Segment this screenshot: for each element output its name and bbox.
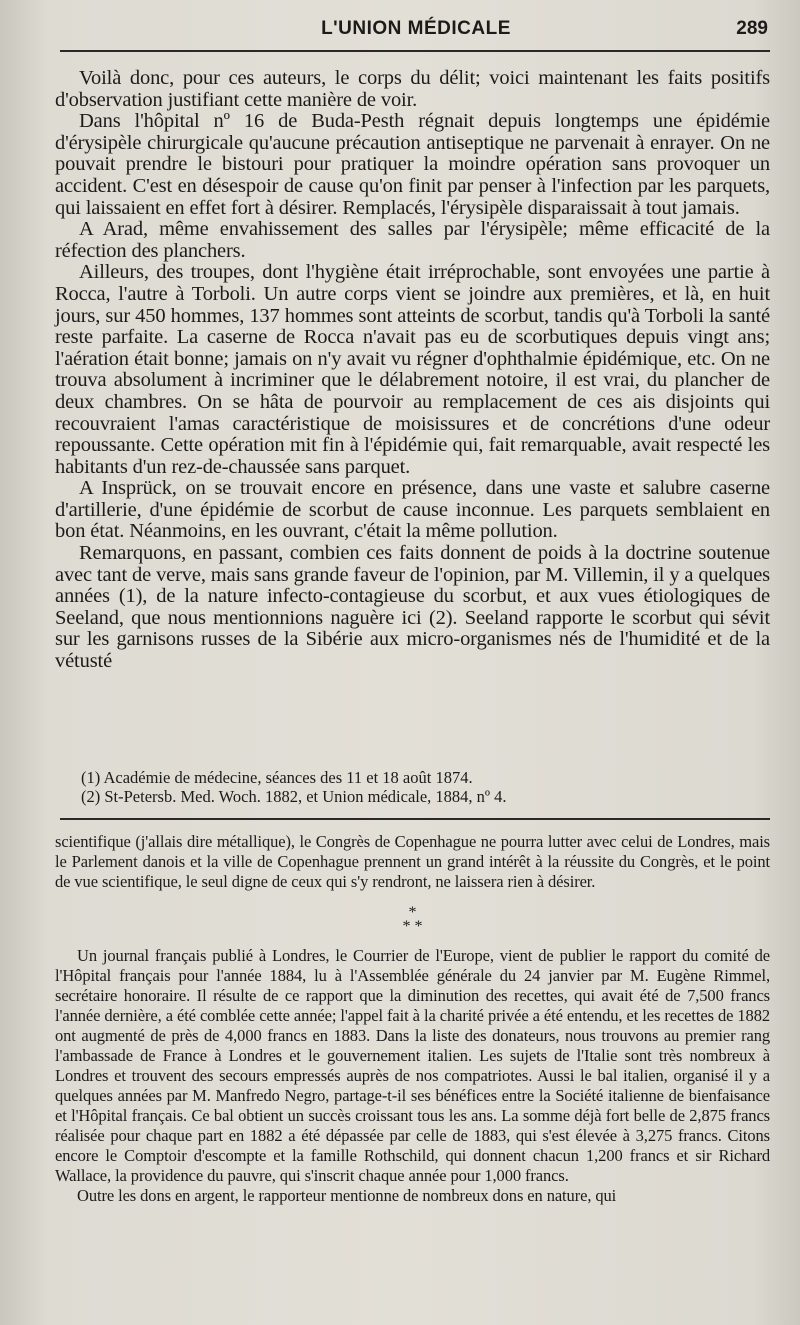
- paragraph-continuation: scientifique (j'allais dire métallique), le Congrès de Copenhague ne pourra lutter avec celui de Londres, mais le Parlement danois et la ville de Copenhague prennent un grand intérêt à la réussite du Congrès, et le point de vue scientifique, le seul digne de ceux qui s'y rendront, ne laissera rien à désirer.: [55, 832, 770, 891]
- footnote: (1) Académie de médecine, séances des 11 et 18 août 1874.: [81, 768, 473, 787]
- footnotes: [55, 768, 770, 806]
- running-header: [60, 14, 772, 46]
- paragraph: A Insprück, on se trouvait encore en présence, dans une vaste et salubre caserne d'artillerie, d'une épidémie de scorbut de cause inconnue. Les parquets semblaient en bon état. Néanmoins, en les ouvrant, c'était la même pollution.: [55, 477, 770, 543]
- page-number: 289: [736, 18, 768, 39]
- paragraph: Remarquons, en passant, combien ces faits donnent de poids à la doctrine soutenue avec tant de verve, mais sans grande faveur de l'opinion, par M. Villemin, il y a quelques années (1), de la nature infecto-contagieuse du scorbut, et aux vues étiologiques de Seeland, que nous mentionnions naguère ici (2). Seeland rapporte le scorbut qui sévit sur les garnisons russes de la Sibérie aux micro-organismes nés de l'humidité et de la vétusté: [55, 542, 770, 673]
- secondary-text: [55, 832, 770, 1206]
- main-text: [55, 68, 770, 673]
- section-rule: [60, 818, 770, 820]
- paragraph: Dans l'hôpital nº 16 de Buda-Pesth régnait depuis longtemps une épidémie d'érysipèle chirurgicale qu'aucune précaution antiseptique ne parvenait à enrayer. On ne pouvait prendre le bistouri pour pratiquer la moindre opération sans provoquer un accident. C'est en désespoir de cause qu'on finit par penser à l'infection par les parquets, qui laissaient en effet fort à désirer. Remplacés, l'érysipèle disparaissait à tout jamais.: [55, 110, 770, 219]
- paragraph: Voilà donc, pour ces auteurs, le corps du délit; voici maintenant les faits positifs d'observation justifiant cette manière de voir.: [55, 67, 770, 111]
- journal-title: L'UNION MÉDICALE: [321, 18, 511, 39]
- separator: [55, 906, 770, 934]
- paragraph: Un journal français publié à Londres, le Courrier de l'Europe, vient de publier le rapport du comité de l'Hôpital français pour l'année 1884, lu à l'Assemblée générale du 24 janvier par M. Eugène Rimmel, secrétaire honoraire. Il résulte de ce rapport que la diminution des recettes, qui avait été de 7,500 francs l'année dernière, a été comblée cette année; l'appel fait à la charité privée a été entendu, et les recettes de 1882 ont augmenté de près de 4,000 francs en 1883. Dans la liste des donateurs, nous trouvons au premier rang l'ambassade de France à Londres et le gouvernement italien. Les sujets de l'Italie sont très nombreux à Londres et trouvent des secours empressés auprès de nos compatriotes. Aussi le bal italien, organisé il y a quelques années par M. Manfredo Negro, partage-t-il ses bénéfices entre la Société italienne de bienfaisance et l'Hôpital français. Ce bal obtient un succès croissant tous les ans. La somme déjà fort belle de 2,875 francs réalisée pour chaque part en 1882 a été dépassée par celle de 1883, qui s'est élevée à 3,275 francs. Citons encore le Comptoir d'escompte et la famille Rothschild, qui donnent chacun 1,200 francs et sir Richard Wallace, la providence du pauvre, qui s'inscrit chaque année pour 1,000 francs.: [55, 946, 770, 1185]
- header-rule: [60, 50, 770, 52]
- separator-star: *: [408, 904, 417, 921]
- paragraph: Outre les dons en argent, le rapporteur mentionne de nombreux dons en nature, qui: [77, 1186, 617, 1205]
- separator-stars: * *: [402, 918, 423, 935]
- paragraph: A Arad, même envahissement des salles par l'érysipèle; même efficacité de la réfection des planchers.: [55, 218, 770, 262]
- footnote: (2) St-Petersb. Med. Woch. 1882, et Union médicale, 1884, nº 4.: [81, 787, 507, 806]
- paragraph: Ailleurs, des troupes, dont l'hygiène était irréprochable, sont envoyées une partie à Rocca, l'autre à Torboli. Un autre corps vient se joindre aux premières, et là, en huit jours, sur 450 hommes, 137 hommes sont atteints de scorbut, tandis qu'à Torboli la santé reste parfaite. La caserne de Rocca n'avait pas eu de scorbutiques depuis vingt ans; l'aération était bonne; jamais on n'y avait vu régner d'ophthalmie épidémique, etc. On ne trouva absolument à incriminer que le délabrement notoire, il est vrai, du plancher de deux chambres. On se hâta de pourvoir au remplacement de ces ais disjoints qui recouvraient l'amas caractéristique de moisissures et de concrétions d'une odeur repoussante. Cette opération mit fin à l'épidémie qui, fait remarquable, avait respecté les habitants d'un rez-de-chaussée sans parquet.: [55, 261, 770, 478]
